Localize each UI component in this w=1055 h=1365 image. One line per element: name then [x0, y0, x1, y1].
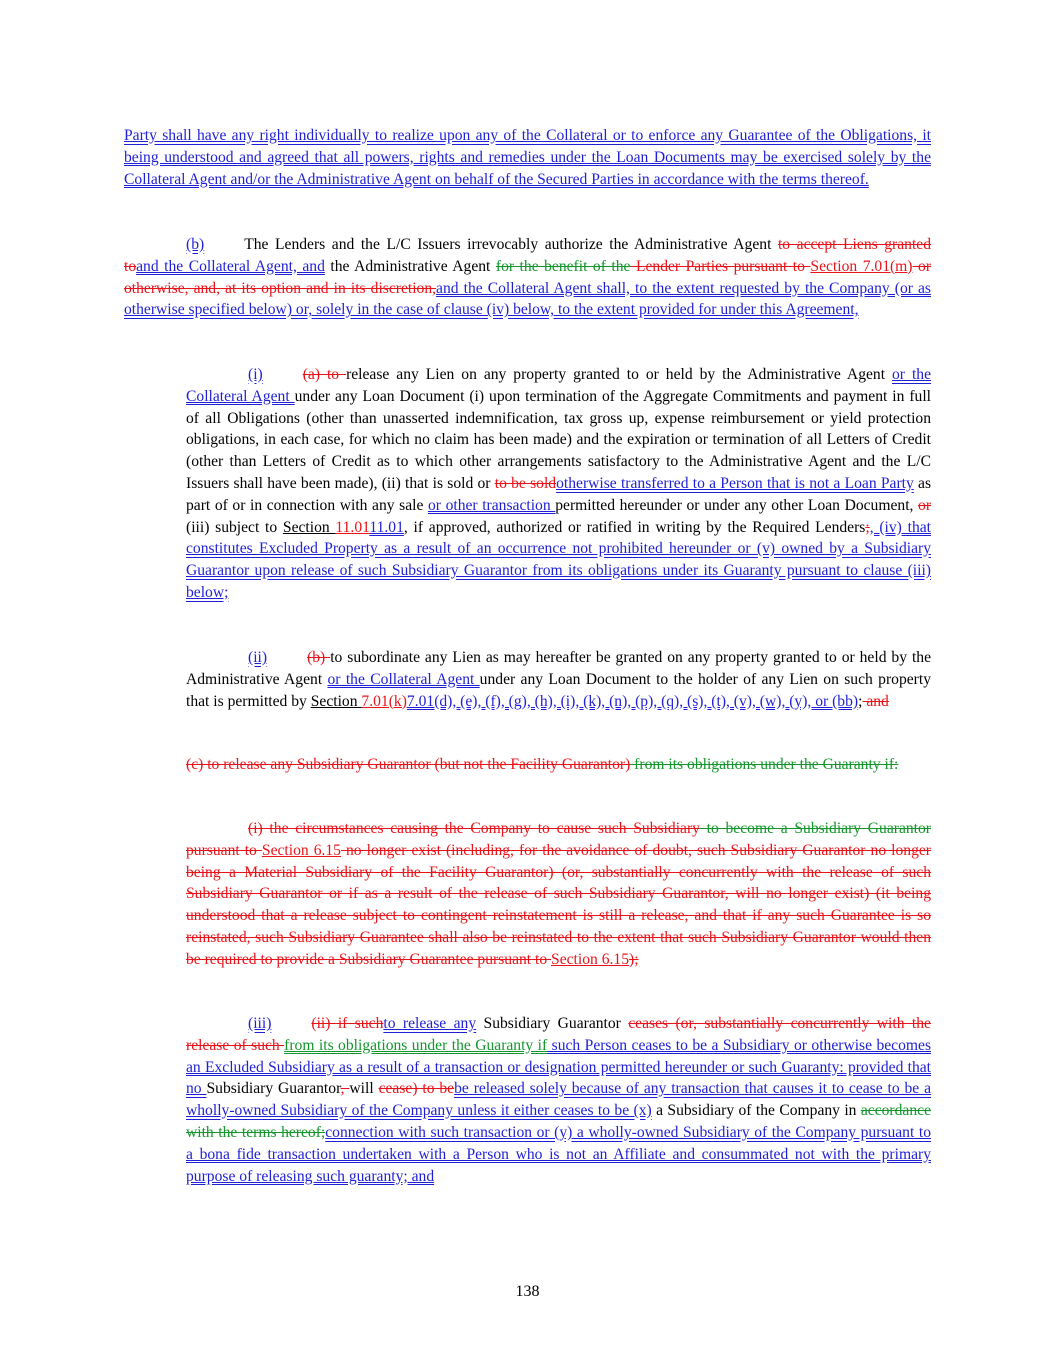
- paragraph-b: [124, 234, 931, 321]
- deleted-text: cease) to be: [378, 1080, 455, 1098]
- body-text: the Administrative Agent: [324, 257, 496, 275]
- deleted-text: );: [629, 950, 639, 968]
- inserted-text: and the Collateral Agent, and: [136, 257, 325, 275]
- deleted-text: ceases (or, substantially concurrently with the release of such: [186, 1015, 931, 1054]
- moved-text: accordance with the terms hereof;: [186, 1102, 931, 1141]
- inserted-text: to release any: [383, 1015, 477, 1032]
- inserted-text: , (iv) that constitutes Excluded Property as a result of an occurrence not prohibited hereunder or (v) owned by a Subsidiary Guarantor upon release of such Subsidiary Guarantor from its obligations under its Guaranty pursuant to clause (iii) below;: [186, 518, 931, 601]
- paragraph-ii: [186, 647, 931, 712]
- clause-label: (i): [248, 366, 263, 383]
- inserted-text: otherwise transferred to a Person that is not a Loan Party: [556, 474, 914, 492]
- inserted-text: or the Collateral Agent: [186, 366, 931, 405]
- deleted-text: ,: [340, 1080, 350, 1098]
- deleted-text: Lender Parties pursuant to: [630, 257, 811, 275]
- body-text: a Subsidiary of the Company in: [651, 1102, 861, 1120]
- paragraph-c: [124, 754, 931, 776]
- inserted-section-ref: 11.01: [369, 518, 404, 536]
- page-number: 138: [515, 1283, 540, 1300]
- body-text: to subordinate any Lien as may hereafter be granted on any property granted to or held by the Administrative Agent: [186, 649, 931, 688]
- body-text: , if approved, authorized or ratified in writing by the Required Lenders: [403, 518, 866, 536]
- deleted-text: to be sold: [494, 474, 557, 492]
- deleted-text: (ii) if such: [311, 1015, 384, 1032]
- body-text: under any Loan Document (i) upon termination of the Aggregate Commitments and payment in full of all Obligations (other than unasserted indemnification, tax gross up, expense reimbursement or yield protection obligations, in each case, for which no claim has been made) and the expiration or termination of all Letters of Credit (other than Letters of Credit as to which other arrangements satisfactory to the Administrative Agent and the L/C Issuers shall have been made), (ii) that is sold or: [186, 387, 931, 492]
- paragraph-continuation: [124, 125, 931, 190]
- inserted-section-ref: 7.01(d), (e), (f), (g), (h), (i), (k), (n), (p), (q), (s), (t), (v), (w), (y), or (bb): [406, 692, 859, 710]
- body-text: Subsidiary Guarantor: [476, 1015, 629, 1032]
- body-text: as part of or in connection with any sale: [186, 474, 932, 514]
- deleted-text: ;: [865, 518, 870, 536]
- paragraph-iii: [186, 1013, 931, 1187]
- inserted-text: connection with such transaction or (y) a wholly-owned Subsidiary of the Company pursuant to a bona fide transaction undertaken with a Person who is not an Affiliate and consummated not with the primary purpose of releasing such guaranty; and: [186, 1123, 931, 1185]
- deleted-text: and: [862, 692, 889, 710]
- inserted-text: and the Collateral Agent shall, to the extent requested by the Company (or as otherwise specified below) or, solely in the case of clause (iv) below, to the extent provided for under this Agreement,: [124, 279, 931, 319]
- deleted-text: (c) to release any Subsidiary Guarantor (but not the Facility Guarantor): [186, 756, 631, 773]
- clause-label: (ii): [248, 649, 268, 666]
- body-text: will: [349, 1080, 379, 1098]
- paragraph-i: [186, 364, 931, 604]
- body-text: release any Lien on any property granted to or held by the Administrative Agent: [346, 366, 892, 383]
- section-ref: Section: [282, 518, 336, 536]
- inserted-text: be released solely because of any transaction that causes it to cease to be a wholly-owned Subsidiary of the Company unless it either ceases to be (x): [186, 1080, 931, 1120]
- moved-text: for the benefit of the: [495, 257, 631, 275]
- clause-label: (iii): [248, 1015, 272, 1032]
- inserted-text: Party shall have any right individually to realize upon any of the Collateral or to enforce any Guarantee of the Obligations, it being understood and agreed that all powers, rights and remedies under the Loan Documents may be exercised solely by the Collateral Agent and/or the Administrative Agent on behalf of the Secured Parties in accordance with the terms thereof.: [124, 127, 931, 188]
- paragraph-c-i: [186, 818, 931, 971]
- moved-text: from its obligations under the Guaranty if:: [630, 756, 899, 773]
- section-ref: Section: [310, 692, 362, 710]
- deleted-text: or otherwise, and, at its option and in its discretion,: [124, 257, 932, 297]
- deleted-text: (i) the circumstances causing the Company to cause such Subsidiary: [248, 820, 700, 837]
- deleted-text: (b): [307, 649, 331, 666]
- body-text: The Lenders and the L/C Issuers irrevocably authorize the Administrative Agent: [244, 236, 778, 253]
- moved-inserted-text: from its obligations under the Guaranty if: [284, 1036, 548, 1054]
- inserted-text: or the Collateral Agent: [327, 670, 480, 688]
- deleted-section-ref: Section 7.01(m): [810, 257, 913, 275]
- deleted-text: (a) to: [302, 366, 347, 383]
- deleted-section-ref: Section 6.15: [261, 841, 341, 859]
- body-text: Subsidiary Guarantor: [206, 1080, 341, 1098]
- body-text: under any Loan Document to the holder of any Lien on such property that is permitted by: [186, 670, 931, 710]
- deleted-text: no longer exist (including, for the avoidance of doubt, such Subsidiary Guarantor no longer being a Material Subsidiary of the Facility Guarantor) (or, substantially concurrently with the release of such Subsidiary Guarantor or if as a result of the release of such Subsidiary Guarantor, will no longer exist) (it being understood that a release subject to contingent reinstatement is still a release, and that if any such Guarantee is so reinstated, such Subsidiary Guarantee shall also be reinstated to the extent that such Subsidiary Guarantor would then be required to provide a Subsidiary Guarantee pursuant to: [186, 841, 931, 968]
- deleted-text: pursuant to: [186, 841, 262, 859]
- clause-label: (b): [186, 236, 205, 253]
- body-text: (iii) subject to: [186, 518, 283, 536]
- moved-text: to become a Subsidiary Guarantor: [699, 820, 931, 837]
- inserted-text: or other transaction: [428, 496, 556, 514]
- deleted-text: or: [918, 496, 932, 514]
- deleted-section-ref: 11.01: [335, 518, 370, 536]
- inserted-text: such Person ceases to be a Subsidiary or otherwise becomes an Excluded Subsidiary as a result of a transaction or designation permitted hereunder or such Guaranty: provided that no: [186, 1036, 932, 1098]
- deleted-text: to accept Liens granted to: [124, 236, 931, 275]
- body-text: permitted hereunder or under any other Loan Document,: [555, 496, 919, 514]
- deleted-section-ref: 7.01(k): [361, 692, 407, 710]
- body-text: ;: [858, 692, 863, 710]
- deleted-section-ref: Section 6.15: [551, 950, 630, 968]
